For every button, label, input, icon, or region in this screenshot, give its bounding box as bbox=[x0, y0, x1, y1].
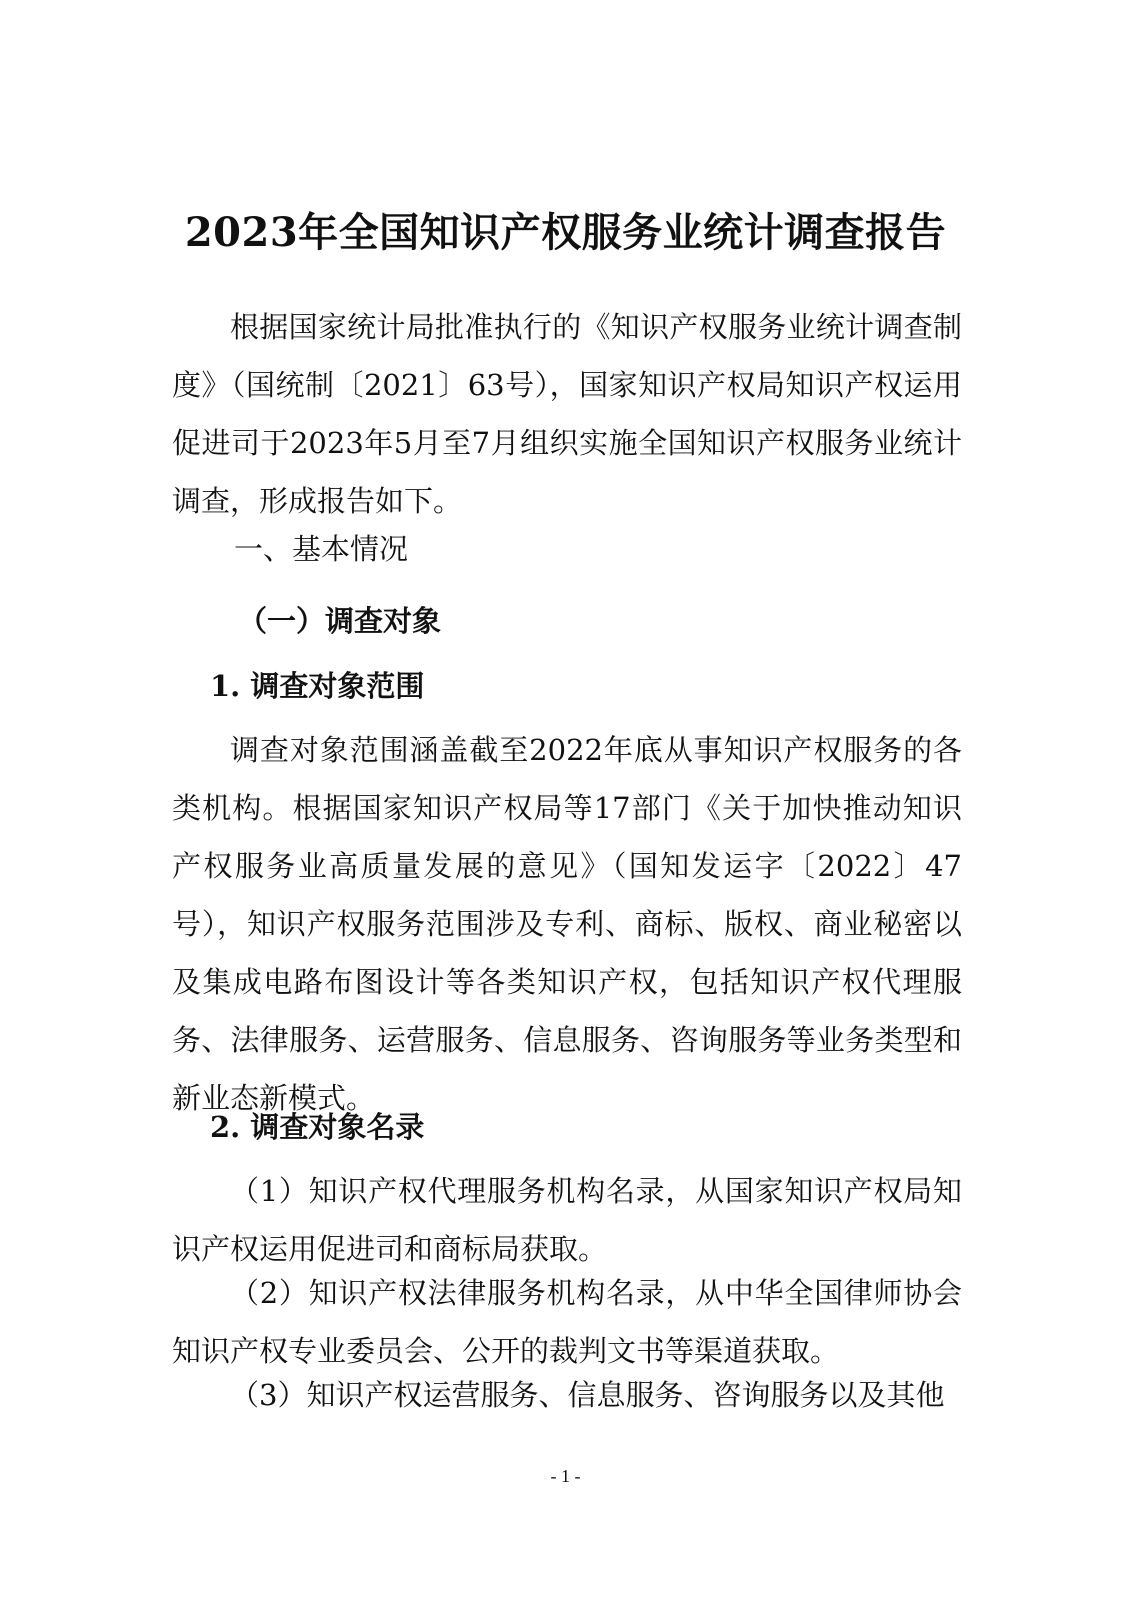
directory-paragraph-3: （3）知识产权运营服务、信息服务、咨询服务以及其他 bbox=[230, 1378, 945, 1412]
intro-paragraph: 根据国家统计局批准执行的《知识产权服务业统计调查制度》（国统制〔2021〕63号），国家知识产权局知识产权运用促进司于2023年5月至7月组织实施全国知识产权服务业统计调查，形成报告如下。 bbox=[172, 310, 962, 518]
directory-paragraph-1: （1）知识产权代理服务机构名录，从国家知识产权局知识产权运用促进司和商标局获取。 bbox=[172, 1174, 962, 1266]
scope-paragraph: 调查对象范围涵盖截至2022年底从事知识产权服务的各类机构。根据国家知识产权局等17部门《关于加快推动知识产权服务业高质量发展的意见》（国知发运字〔2022〕47号），知识产权服务范围涉及专利、商标、版权、商业秘密以及集成电路布图设计等各类知识产权，包括知识产权代理服务、法律服务、运营服务、信息服务、咨询服务等业务类型和新业态新模式。 bbox=[172, 733, 962, 1115]
item-heading-survey-directory: 2. 调查对象名录 bbox=[210, 1110, 425, 1144]
directory-paragraph-2: （2）知识产权法律服务机构名录，从中华全国律师协会知识产权专业委员会、公开的裁判文书等渠道获取。 bbox=[172, 1276, 962, 1368]
subsection-heading-survey-objects: （一）调查对象 bbox=[238, 604, 442, 638]
item-heading-survey-scope: 1. 调查对象范围 bbox=[210, 669, 425, 703]
page-number: - 1 - bbox=[550, 1466, 581, 1486]
document-title: 2023年全国知识产权服务业统计调查报告 bbox=[184, 208, 947, 256]
section-heading-basic-situation: 一、基本情况 bbox=[234, 532, 409, 566]
